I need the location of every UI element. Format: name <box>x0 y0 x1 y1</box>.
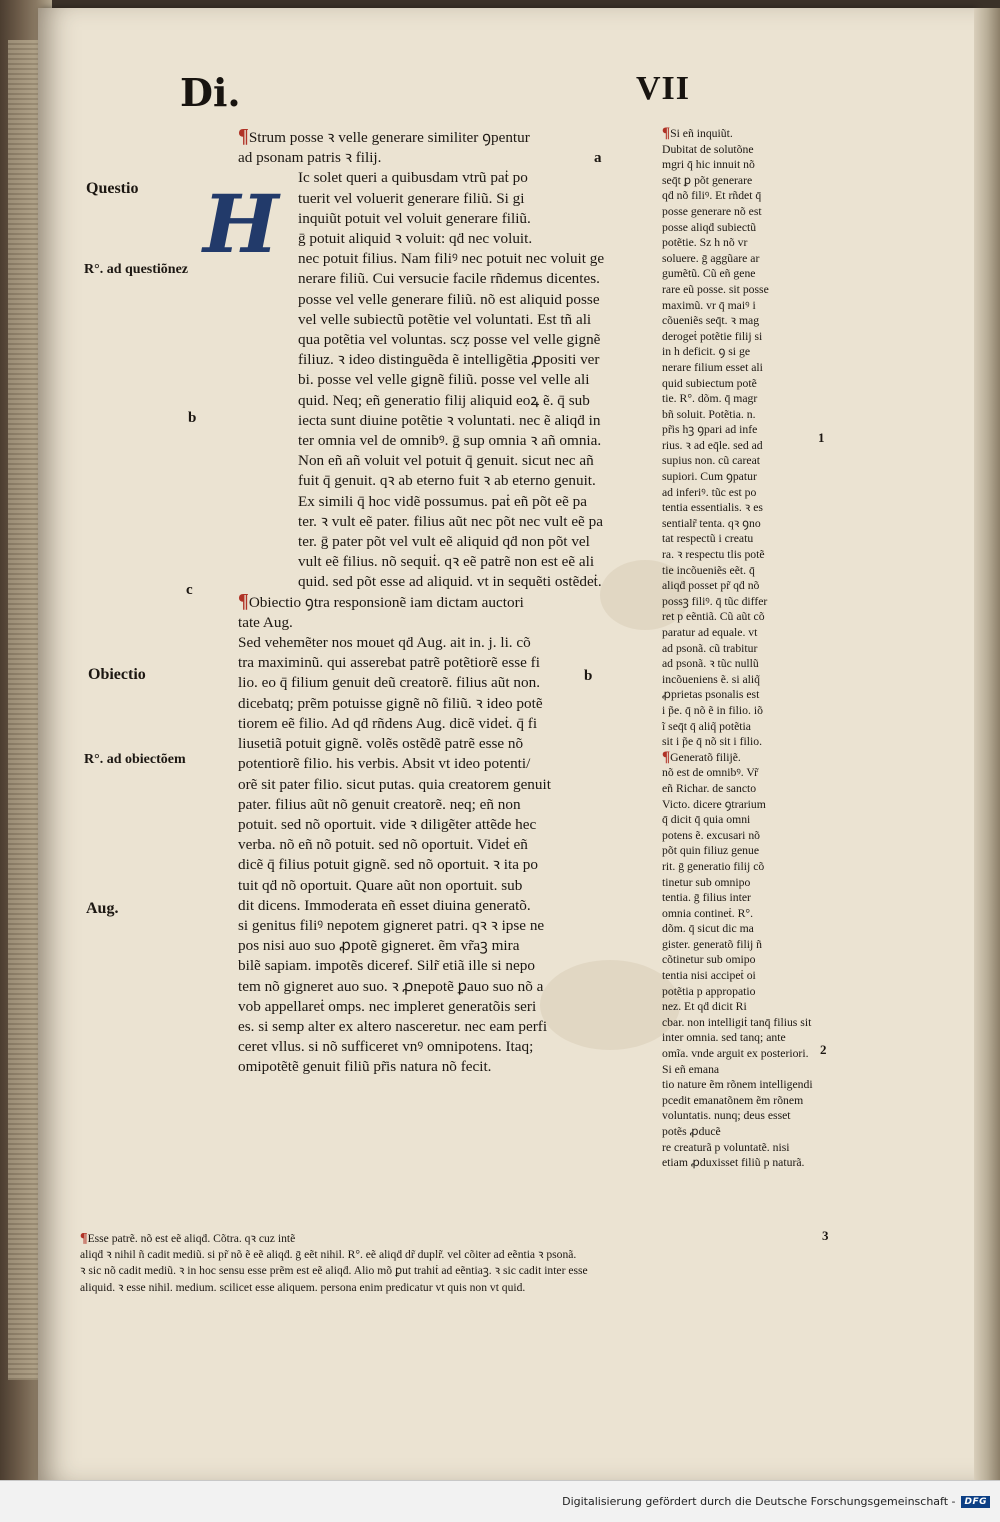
marginal-questio: Questio <box>86 180 139 197</box>
section-letter-b: b <box>188 410 197 426</box>
running-head-right: VII <box>635 70 690 107</box>
bottom-commentary-text: ¶Esse patrẽ. nõ est eẽ aliqḋ. Cõtra. qꝛ cuz intẽ aliqḋ ꝛ nihil ñ cadit mediũ. si pr̃ nõ ẽ eẽ aliqḋ. ḡ eẽt nihil. R°. eẽ aliqḋ dr̃ duplr̃. vel cõiter ad eẽntia ꝛ psonã. ꝛ sic nõ cadit mediũ. ꝛ in hoc sensu esse prẽm est eẽ aliqḋ. Alio mõ ꝑut trahiṫ ad eẽntiaꝫ. ꝛ sic cadit inter esse aliquid. ꝛ esse nihil. medium. scilicet esse aliquem. persona enim predicatur vt quis non vt quid. <box>80 1231 588 1294</box>
bottom-commentary <box>80 1231 814 1296</box>
footer-bar <box>0 1480 1000 1522</box>
marginal-obiectio: Obiectio <box>88 666 146 683</box>
rubric-mark: ¶ <box>662 125 671 141</box>
rubric-mark: ¶ <box>238 589 249 612</box>
rubric-mark: ¶ <box>80 1231 88 1246</box>
marginal-resp-obiectionem: R°. ad obiectõem <box>84 752 186 767</box>
running-head <box>180 70 690 114</box>
rubric-mark: ¶ <box>238 125 249 147</box>
commentary-number-1: 1 <box>818 430 825 445</box>
commentary-part-1: ¶Si eñ inquiũt. Dubitat de solutõne mgri q̄ hic innuit nõ seq̄t ꝑ põt generare qḋ nõ filiꝰ. Et rñdet q̄ posse generare nõ est posse aliqḋ subiectũ potẽtie. Sz h nõ vr soluere. ḡ aggũare ar gumẽtũ. Cũ eñ gene rare eũ posse. sit posse maximũ. vr q̄ maiꝰ i cõueniẽs seq̄t. ꝛ mag derogeṫ potẽtie filij si in h deficit. ꝯ si ge nerare filium esset ali quid subiectum potẽ tie. R°. dõm. q̄ magr bñ soluit. Potẽtia. n. pr̃is hꝫ ꝯpari ad infe rius. ꝛ ad eq̄le. sed ad supius non. cũ careat supiori. Cum ꝯpatur ad inferiꝰ. tũc est po tentia essentialis. ꝛ es sentialr̃ tenta. qꝛ ꝯno tat respectũ i creatu ra. ꝛ respectu tlis potẽ tie incõueniẽs eẽt. q̄ aliqḋ posset pr̃ qḋ nõ possꝫ filiꝰ. q̄ tũc differ ret p eẽntiã. Cũ aũt cõ paratur ad equale. vt ad psonã. cũ trabitur ad psonã. ꝛ tũc nullũ incõueniens ẽ. si aliq̃ ꝓprietas psonalis est i p̃e. q̄ nõ ẽ in filio. iõ ĩ seq̄t q̄ aliq̃ potẽtia sit i p̃e q̄ nõ sit i filio. <box>662 125 769 749</box>
question-title: ¶Strum posse ꝛ velle generare similiter ꝯpentur ad psonam patris ꝛ filij. <box>238 125 530 167</box>
commentary-number-3: 3 <box>822 1228 829 1243</box>
running-head-left: Di. <box>180 70 241 115</box>
marginal-aug: Aug. <box>86 900 119 917</box>
objection-heading: ¶Obiectio ꝯtra responsionẽ iam dictam auctori tate Aug. <box>238 589 524 631</box>
page-right-edge <box>974 8 1000 1480</box>
main-paragraph-1: Ic solet queri a quibusdam vtrũ paṫ po tuerit vel voluerit generare filiũ. Si gi inquiũt potuit vel voluit generare filiũ. ḡ potuit aliquid ꝛ voluit: qḋ nec voluit. nec potuit filius. Nam filiꝰ nec potuit nec voluit ge nerare filiũ. Cui versucie facile rñdemus dicentes. posse vel velle generare filiũ. nõ est aliquid posse vel velle subiectũ potẽtie vel voluntati. Est tñ ali qua potẽtia vel voluntas. scẓ posse vel velle gignẽ filiuz. ꝛ ideo distinguẽda ẽ intelligẽtia ꝓpositi ver bi. posse vel velle gignẽ filiũ. posse vel velle ali quid. Neq; eñ generatio filij aliquid eoꝝ ẽ. q̄ sub iecta sunt diuine potẽtie ꝛ voluntati. nec ẽ aliqḋ in ter omnia vel de omnibꝰ. ḡ sup omnia ꝛ añ omnia. Non eñ añ voluit vel potuit q̄ genuit. sicut nec añ fuit q̄ genuit. qꝛ ab eterno fuit ꝛ ab eterno genuit. Ex simili q̄ hoc vidẽ possumus. paṫ eñ põt eẽ pa ter. ꝛ vult eẽ pater. filius aũt nec põt nec vult eẽ pa ter. ḡ pater põt vel vult eẽ aliquid qḋ non põt vel vult eẽ filius. nõ sequiṫ. qꝛ eẽ patrẽ non est eẽ ali quid. sed põt esse ad aliquid. vt in sequẽti ostẽdeṫ. <box>298 169 605 591</box>
main-text-column <box>238 125 638 1078</box>
section-letter-c: c <box>186 582 193 598</box>
section-letter-a: a <box>594 150 602 166</box>
section-letter-b: b <box>584 668 593 684</box>
footer-credit <box>562 1495 990 1508</box>
commentary-part-2: ¶Generatõ filijẽ. nõ est de omnibꝰ. Vr̃ eñ Richar. de sancto Victo. dicere ꝯtrarium q̄ dicit q̄ quia omni potens ẽ. excusari nõ põt quin filiuz genue rit. ḡ generatio filij cõ tinetur sub omnipo tentia. ḡ filius inter omnia contineṫ. R°. dõm. q̄ sicut dic ma gister. generatõ filij ñ cõtinetur sub omipo tentia nisi accipeṫ oi potẽtia p appropatio nez. Et qḋ dicit Ri cbar. non intelligiṫ tanq̄ filius sit inter omnia. sed tanq; ante omĩa. vnde arguit ex posteriori. Si eñ emana tio nature ẽm rõnem intelligendi pcedit emanatõnem ẽm rõnem voluntatis. nunq; deus esset potẽs ꝓducẽ re creaturã p voluntatẽ. nisi etiam ꝓduxisset filiũ p naturã. <box>662 748 813 1170</box>
marginal-resp-questionem: R°. ad questiõnez <box>84 262 188 277</box>
dfg-logo-icon: DFG <box>961 1496 990 1508</box>
credit-text: Digitalisierung gefördert durch die Deutsche Forschungsgemeinschaft - <box>562 1495 956 1508</box>
main-paragraph-3: Sed vehemẽter nos mouet qḋ Aug. ait in. j. li. cõ tra maximinũ. qui asserebat patrẽ potẽtiorẽ esse fi lio. eo q̄ filium genuit deũ creatorẽ. filius aũt non. dicebatq; prẽm potuisse gignẽ nõ filiũ. ꝛ ideo potẽ tiorem eẽ filio. Ad qḋ rñdens Aug. dicẽ videṫ. q̄ fi liusetiã potuit gignẽ. volẽs ostẽdẽ patrẽ esse nõ potentiorẽ filio. his verbis. Absit vt ideo potenti/ orẽ sit pater filio. sicut putas. quia creatorem genuit pater. filius aũt nõ genuit creatorẽ. neq; eñ non potuit. sed nõ oportuit. vide ꝛ diligẽter attẽde hec verba. nõ eñ nõ potuit. sed nõ oportuit. Videṫ eñ dicẽ q̄ filius potuit gignẽ. sed nõ oportuit. ꝛ ita po tuit qḋ nõ oportuit. Quare aũt non oportuit. sub dit dicens. Immoderata eñ esset diuina generatõ. si genitus filiꝰ nepotem gigneret patri. qꝛ ꝛ ipse ne pos nisi auo suo ꝓpotẽ gigneret. ẽm vr̃aꝫ mira bilẽ sapiam. impotẽs diceref. Silr̃ etiã ille si nepo tem nõ gigneret auo suo. ꝛ ꝓnepotẽ ꝑauo suo nõ a vob appellareṫ omps. nec impleret generatõis seri es. si semp alter ex altero nasceretur. nec eam perfi ceret vllus. si nõ sufficeret vnꝰ omnipotens. Itaq; omipotẽtẽ genuit filiũ pr̃is natura nõ fecit. <box>238 634 551 1076</box>
commentary-number-2: 2 <box>820 1042 827 1057</box>
commentary-column <box>662 126 814 1171</box>
rubric-mark: ¶ <box>662 748 671 765</box>
drop-initial: H <box>203 177 279 271</box>
